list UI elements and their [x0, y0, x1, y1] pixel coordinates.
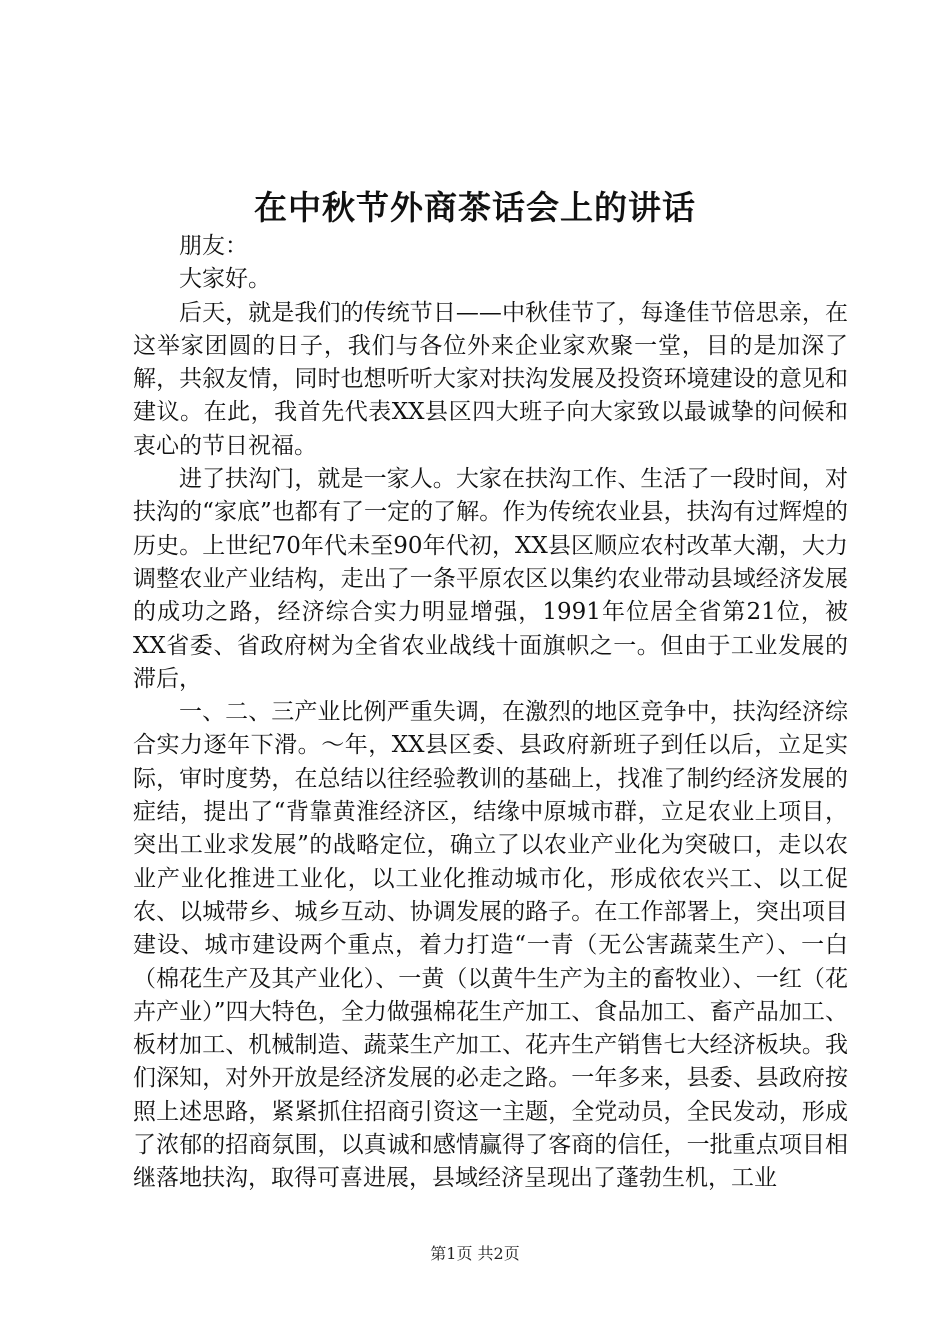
paragraph-2: 进了扶沟门，就是一家人。大家在扶沟工作、生活了一段时间，对扶沟的“家底”也都有了一定的了解。作为传统农业县，扶沟有过辉煌的历史。上世纪70年代未至90年代初，XX县区顺应农村改革大潮，大力调整农业产业结构，走出了一条平原农区以集约农业带动县域经济发展的成功之路，经济综合实力明显增强，1991年位居全省第21位，被XX省委、省政府树为全省农业战线十面旗帜之一。但由于工业发展的滞后， [133, 466, 848, 692]
paragraph-3: 一、二、三产业比例严重失调，在激烈的地区竞争中，扶沟经济综合实力逐年下滑。～年，XX县区委、县政府新班子到任以后，立足实际，审时度势，在总结以往经验教训的基础上，找准了制约经济发展的症结，提出了“背靠黄淮经济区，结缘中原城市群，立足农业上项目，突出工业求发展”的战略定位，确立了以农业产业化为突破口，走以农业产业化推进工业化，以工业化推动城市化，形成依农兴工、以工促农、以城带乡、城乡互动、协调发展的路子。在工作部署上，突出项目建设、城市建设两个重点，着力打造“一青（无公害蔬菜生产）、一白（棉花生产及其产业化）、一黄（以黄牛生产为主的畜牧业）、一红（花卉产业）”四大特色，全力做强棉花生产加工、食品加工、畜产品加工、板材加工、机械制造、蔬菜生产加工、花卉生产销售七大经济板块。我们深知，对外开放是经济发展的必走之路。一年多来，县委、县政府按照上述思路，紧紧抓住招商引资这一主题，全党动员，全民发动，形成了浓郁的招商氛围，以真诚和感情赢得了客商的信任，一批重点项目相继落地扶沟，取得可喜进展，县域经济呈现出了蓬勃生机，工业 [133, 699, 848, 1192]
salutation: 朋友： [179, 233, 248, 259]
paragraph-1: 后天，就是我们的传统节日——中秋佳节了，每逢佳节倍思亲，在这举家团圆的日子，我们与各位外来企业家欢聚一堂，目的是加深了解，共叙友情，同时也想听听大家对扶沟发展及投资环境建设的意见和建议。在此，我首先代表XX县区四大班子向大家致以最诚挚的问候和衷心的节日祝福。 [133, 299, 848, 459]
page-number-footer: 第1页 共2页 [430, 1244, 520, 1263]
document-body [133, 230, 848, 1196]
greeting: 大家好。 [179, 266, 271, 293]
document-title: 在中秋节外商茶话会上的讲话 [254, 188, 696, 227]
